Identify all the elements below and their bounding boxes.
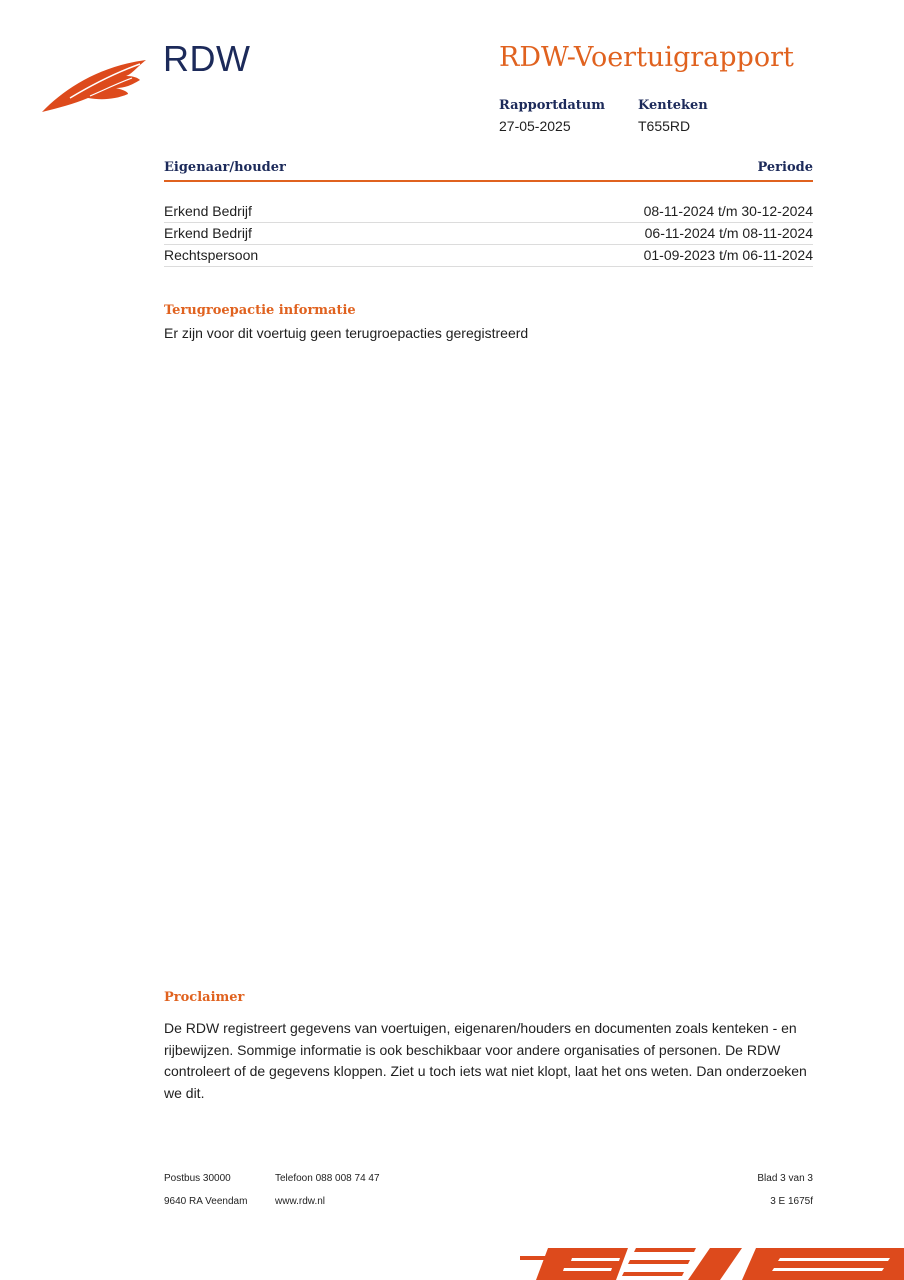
footer-address-line2: 9640 RA Veendam <box>164 1196 248 1207</box>
table-row <box>164 223 813 245</box>
report-date-value: 27-05-2025 <box>499 118 571 134</box>
report-date-label: Rapportdatum <box>499 98 605 113</box>
rdw-feather-logo-icon <box>40 58 148 116</box>
column-header-period: Periode <box>757 160 813 175</box>
owner-cell: Erkend Bedrijf <box>164 225 252 241</box>
owner-cell: Rechtspersoon <box>164 247 259 263</box>
recall-text: Er zijn voor dit voertuig geen terugroepacties geregistreerd <box>164 325 529 341</box>
recall-heading: Terugroepactie informatie <box>164 303 356 318</box>
column-header-owner: Eigenaar/houder <box>164 160 286 175</box>
footer-website[interactable]: www.rdw.nl <box>275 1196 326 1207</box>
period-cell: 08-11-2024 t/m 30-12-2024 <box>643 203 813 219</box>
report-title: RDW-Voertuigrapport <box>499 42 794 73</box>
proclaimer-text: De RDW registreert gegevens van voertuigen, eigenaren/houders en documenten zoals kenteken - en rijbewijzen. Sommige informatie is ook beschikbaar voor andere organisaties of personen. De RDW controleert of de gegevens kloppen. Ziet u toch iets wat niet klopt, laat het ons weten. Dan onderzoeken we dit. <box>164 1020 807 1101</box>
license-plate-label: Kenteken <box>638 98 708 113</box>
table-row <box>164 201 813 223</box>
period-cell: 01-09-2023 t/m 06-11-2024 <box>643 247 813 263</box>
owner-cell: Erkend Bedrijf <box>164 203 252 219</box>
footer-address-line1: Postbus 30000 <box>164 1173 231 1184</box>
logo-text: RDW <box>163 38 251 79</box>
road-stripes-icon <box>520 1244 904 1280</box>
period-cell: 06-11-2024 t/m 08-11-2024 <box>644 225 813 241</box>
footer-page-number: Blad 3 van 3 <box>757 1173 813 1184</box>
license-plate-value: T655RD <box>638 118 691 134</box>
footer-document-code: 3 E 1675f <box>770 1196 813 1207</box>
proclaimer-heading: Proclaimer <box>164 990 245 1005</box>
table-row <box>164 245 813 267</box>
footer-phone: Telefoon 088 008 74 47 <box>275 1173 380 1184</box>
table-header-divider <box>164 180 813 182</box>
